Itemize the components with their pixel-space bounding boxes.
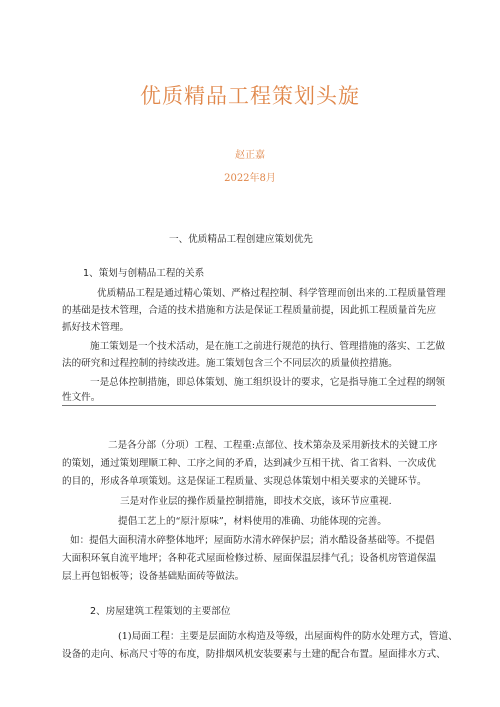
paragraph-line: 三是对作业层的操作质量控制措施，即技术交底，该环节应重视. (120, 496, 392, 507)
paragraph-line: 的目的，形成各单项策划。这是保证工程质量、实现总体策划中相关要求的关键环节。 (62, 476, 427, 487)
paragraph-line: 的基础是技术管理，合适的技术措施和方法是保证工程质量前提，因此抓工程质量首先应 (62, 305, 437, 316)
paragraph-line: 一是总体控制措施，即总体策划、施工组织设计的要求，它是指导施工全过程的纲领 (90, 377, 445, 388)
subsection-heading: 1、策划与创精品工程的关系 (83, 268, 205, 279)
document-author: 赵正嘉 (235, 150, 265, 161)
document-date: 2022年8月 (224, 173, 276, 184)
paragraph-line: 提倡工艺上的“原汁原味”，材料使用的准确、功能体现的完善。 (118, 516, 387, 527)
paragraph-line: 抓好技术管理。 (62, 322, 130, 333)
paragraph-line: 施工策划是一个技术活动，是在施工之前进行规范的执行、管理措施的落实、工艺做 (90, 341, 445, 352)
paragraph-line: 大面积环氧自流平地坪；各种花式屋面检修过桥、屋面保温层排气孔；设备机房管道保温 (62, 553, 437, 564)
paragraph-line: 二是各分部（分项）工程、工程重:点部位、技术第杂及采用新技术的关键工序 (108, 440, 438, 451)
paragraph-line: 如：提倡大面积清水碎整体地坪；屋面防水清水碎保护层；消水酷设备基础等。不提倡 (70, 535, 435, 546)
section-divider (62, 405, 436, 406)
paragraph-line: 设备的走向、标高尺寸等的布度，防排烟风机安装要素与土建的配合布置。屋面排水方式、 (62, 649, 446, 660)
section-heading: 一、优质精品工程创建应策划优先 (169, 234, 313, 245)
paragraph-line: 层上再包铝板等；设备基础贴面砖等做法。 (62, 571, 245, 582)
paragraph-line: 的策划，通过策划理顺工种、工序之间的矛盾，达到减少互相干扰、省工省料、一次成优 (62, 458, 437, 469)
paragraph-line: 优质精品工程是通过精心策划、严格过程控制、科学管理而创出来的.工程质量管理 (97, 288, 446, 299)
paragraph-line: (1)局面工程：主要是层面防水构造及等级，出屋面构件的防水处理方式，管道、 (118, 631, 458, 642)
document-title: 优质精品工程策划头旋 (140, 84, 360, 108)
paragraph-line: 性文件。 (62, 392, 101, 403)
paragraph-line: 法的研究和过程控制的持续改进。施工策划包含三个不同层次的质量侦控措施。 (62, 358, 398, 369)
subsection-heading: 2、房屋建筑工程策划的主要部位 (90, 606, 231, 617)
